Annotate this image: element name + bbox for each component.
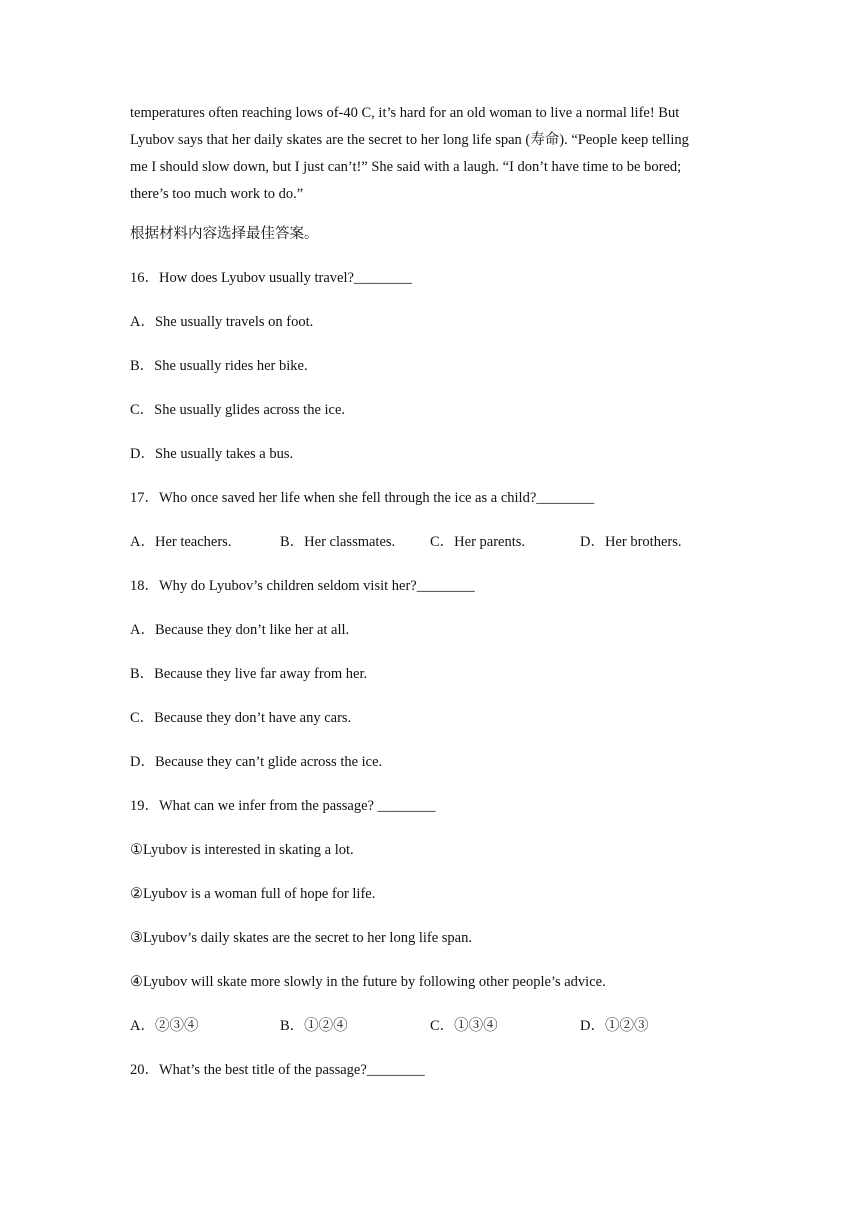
passage-line: me I should slow down, but I just can’t!” She said with a laugh. “I don’t have time to be bored; <box>130 159 682 175</box>
passage-excerpt <box>130 100 730 208</box>
options-row <box>130 1016 730 1036</box>
option-d: D．She usually takes a bus. <box>130 446 294 462</box>
statement-1: ①Lyubov is interested in skating a lot. <box>130 842 354 858</box>
passage-line: Lyubov says that her daily skates are the secret to her long life span (寿命). “People keep telling <box>130 132 689 148</box>
question-16 <box>130 268 730 464</box>
question-20 <box>130 1060 730 1080</box>
document-page <box>130 100 730 1080</box>
option-a: A．②③④ <box>130 1018 199 1034</box>
passage-line: there’s too much work to do.” <box>130 186 304 202</box>
statement-2: ②Lyubov is a woman full of hope for life. <box>130 886 376 902</box>
options-row <box>130 532 730 552</box>
option-b: B．She usually rides her bike. <box>130 358 308 374</box>
option-c: C．①③④ <box>430 1018 498 1034</box>
option-a: A．She usually travels on foot. <box>130 314 314 330</box>
question-stem: 20．What’s the best title of the passage?________ <box>130 1062 425 1078</box>
question-stem: 16．How does Lyubov usually travel?________ <box>130 270 412 286</box>
option-c: C．Her parents. <box>430 534 526 550</box>
option-b: B．Her classmates. <box>280 534 396 550</box>
question-stem: 17．Who once saved her life when she fell through the ice as a child?________ <box>130 490 595 506</box>
question-18 <box>130 576 730 772</box>
option-a: A．Her teachers. <box>130 534 232 550</box>
option-c: C．Because they don’t have any cars. <box>130 710 352 726</box>
option-c: C．She usually glides across the ice. <box>130 402 346 418</box>
question-19 <box>130 796 730 1036</box>
question-stem: 18．Why do Lyubov’s children seldom visit her?________ <box>130 578 475 594</box>
passage-line: temperatures often reaching lows of-40 C, it’s hard for an old woman to live a normal life! But <box>130 105 680 121</box>
question-stem: 19．What can we infer from the passage? ________ <box>130 798 436 814</box>
instruction-text: 根据材料内容选择最佳答案。 <box>130 226 319 242</box>
statement-3: ③Lyubov’s daily skates are the secret to her long life span. <box>130 930 472 946</box>
option-a: A．Because they don’t like her at all. <box>130 622 350 638</box>
question-17 <box>130 488 730 552</box>
option-d: D．①②③ <box>580 1018 649 1034</box>
option-d: D．Her brothers. <box>580 534 682 550</box>
statement-4: ④Lyubov will skate more slowly in the future by following other people’s advice. <box>130 974 606 990</box>
option-b: B．Because they live far away from her. <box>130 666 368 682</box>
option-d: D．Because they can’t glide across the ice. <box>130 754 383 770</box>
option-b: B．①②④ <box>280 1018 348 1034</box>
